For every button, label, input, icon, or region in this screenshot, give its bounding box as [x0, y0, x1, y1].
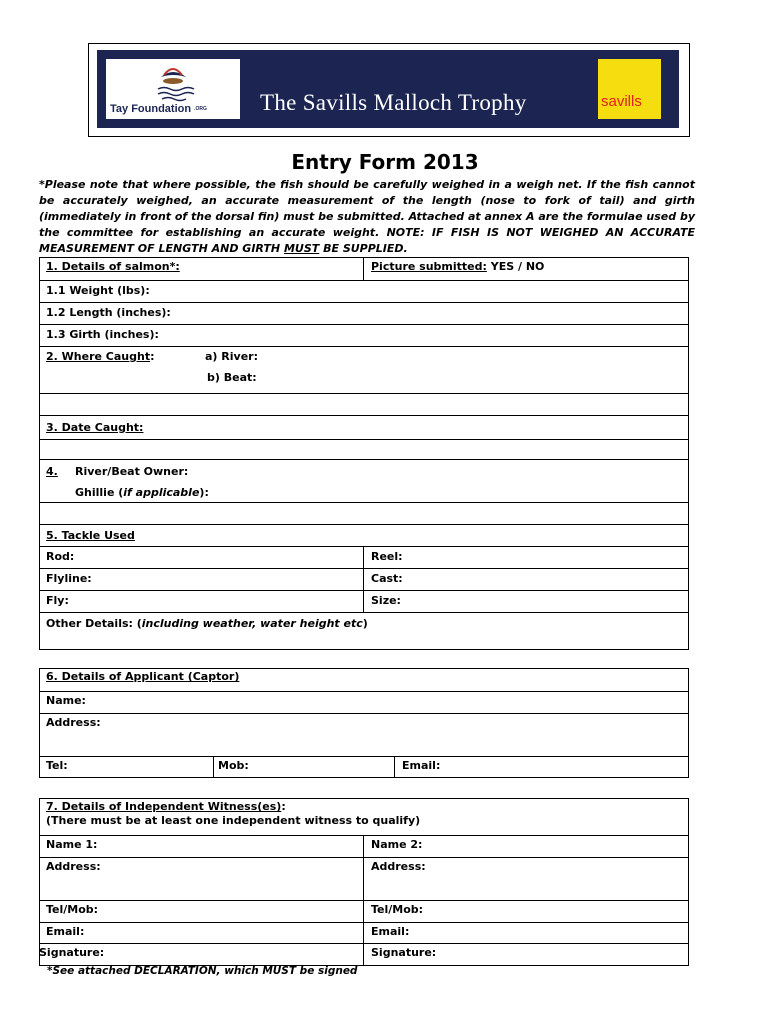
row-tackle-heading [40, 524, 688, 546]
row-weight[interactable] [40, 280, 688, 302]
trophy-title: The Savills Malloch Trophy [260, 90, 527, 115]
row-flyline-cast[interactable] [40, 568, 688, 590]
row-rod-reel[interactable] [40, 546, 688, 568]
declaration-footnote: *See attached DECLARATION, which MUST be signed [47, 965, 358, 977]
applicant-table [39, 668, 689, 778]
name1-label: Name 1: [46, 838, 98, 851]
instructions-note [39, 177, 695, 257]
fly-label: Fly: [46, 594, 69, 607]
girth-label: 1.3 Girth (inches): [46, 328, 159, 341]
name-label: Name: [46, 694, 86, 707]
row-fly-size[interactable] [40, 590, 688, 612]
address1-label: Address: [46, 860, 101, 873]
picture-value[interactable]: YES / NO [490, 260, 545, 273]
column-divider [363, 258, 364, 280]
salmon-heading: 1. Details of salmon*: [46, 260, 180, 273]
cast-label: Cast: [371, 572, 403, 585]
row-date-caught[interactable] [40, 415, 688, 439]
row-applicant-heading [40, 669, 688, 691]
row-owner[interactable]: 4. River/Beat Owner: Ghillie (if applicable): [40, 459, 688, 502]
row-applicant-name[interactable] [40, 691, 688, 713]
logo-name: Tay Foundation [110, 103, 192, 115]
river-label: a) River: [205, 350, 258, 363]
witness-table [39, 798, 689, 966]
row-witness-address[interactable] [40, 857, 688, 900]
owner-number: 4. [46, 465, 58, 478]
size-label: Size: [371, 594, 401, 607]
row-witness-email[interactable] [40, 922, 688, 943]
flyline-label: Flyline: [46, 572, 92, 585]
owner-label: River/Beat Owner: [75, 465, 189, 478]
beat-label: b) Beat: [207, 371, 257, 384]
telmob2-label: Tel/Mob: [371, 903, 424, 916]
applicant-heading: 6. Details of Applicant (Captor) [46, 670, 240, 683]
length-label: 1.2 Length (inches): [46, 306, 171, 319]
rod-label: Rod: [46, 550, 75, 563]
witness-subheading: (There must be at least one independent witness to qualify) [46, 814, 421, 827]
row-witness-names[interactable] [40, 835, 688, 857]
row-where-caught[interactable]: 2. Where Caught: a) River: b) Beat: [40, 346, 688, 393]
email1-label: Email: [46, 925, 85, 938]
reel-label: Reel: [371, 550, 403, 563]
name2-label: Name 2: [371, 838, 423, 851]
row-witness-heading: 7. Details of Independent Witness(es): (There must be at least one independent witness to qualify) [46, 800, 421, 827]
picture-label: Picture submitted: [371, 260, 487, 273]
address2-label: Address: [371, 860, 426, 873]
row-spacer [40, 439, 688, 459]
row-salmon-heading [40, 258, 688, 280]
signature2-label: Signature: [371, 946, 437, 959]
email-label: Email: [402, 759, 441, 772]
row-witness-telmob[interactable] [40, 900, 688, 922]
tackle-heading: 5. Tackle Used [46, 529, 135, 542]
signature1-label: Signature: [39, 946, 105, 959]
row-applicant-contact[interactable] [40, 756, 688, 777]
row-witness-signature[interactable] [40, 943, 688, 965]
note-text: *Please note that where possible, the fish should be carefully weighed in a weigh net. If the fish cannot be accurately weighed, an accurate measurement of the length (nose to fork of tail) and girth (immediately in front of the dorsal fin) must be submitted. Attached at annex A are the formulae used by the committee for establishing an accurate weight. NOTE: IF FISH IS NOT WEIGHED AN ACCURATE MEASUREMENT OF LENGTH AND GIRTH [39, 178, 695, 255]
ghillie-label: Ghillie ( [75, 486, 124, 499]
header-banner [97, 50, 679, 128]
sponsor-name: savills [601, 93, 642, 110]
row-girth[interactable] [40, 324, 688, 346]
note-must: MUST [283, 242, 320, 255]
row-length[interactable] [40, 302, 688, 324]
row-applicant-address[interactable] [40, 713, 688, 756]
tay-foundation-logo [106, 59, 240, 119]
date-heading: 3. Date Caught: [46, 421, 144, 434]
row-spacer [40, 393, 688, 415]
note-end: BE SUPPLIED. [319, 242, 408, 255]
tel-label: Tel: [46, 759, 68, 772]
form-title: Entry Form 2013 [291, 150, 479, 174]
mob-label: Mob: [218, 759, 249, 772]
where-heading: 2. Where Caught [46, 350, 151, 363]
email2-label: Email: [371, 925, 410, 938]
witness-heading: 7. Details of Independent Witness(es) [46, 800, 282, 813]
weight-label: 1.1 Weight (lbs): [46, 284, 150, 297]
logo-suffix: .ORG [194, 106, 207, 113]
salmon-details-table [39, 257, 689, 650]
address-label: Address: [46, 716, 101, 729]
other-details-label: Other Details: ( [46, 617, 142, 630]
row-other-details[interactable]: Other Details: (including weather, water height etc) [40, 612, 688, 649]
telmob1-label: Tel/Mob: [46, 903, 99, 916]
savills-logo [598, 59, 661, 119]
row-spacer [40, 502, 688, 524]
